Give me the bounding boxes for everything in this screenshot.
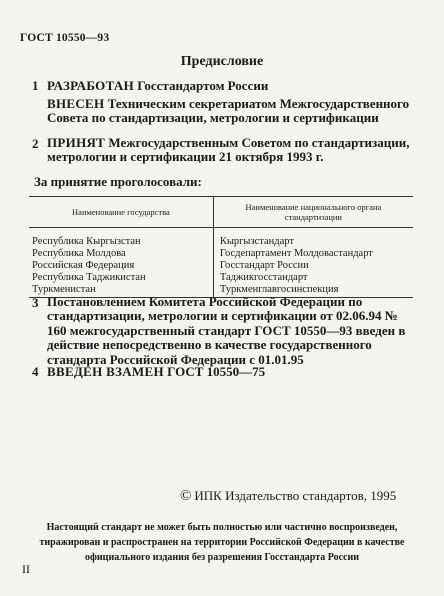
standards-body-cell: Туркменглавгосинспекция	[213, 284, 413, 298]
page-number: II	[22, 562, 30, 576]
vnesen-text: Техническим секретариатом Межгосударственного Совета по стандартизации, метрологии и сертификации	[47, 96, 410, 125]
state-cell: Республика Кыргызстан	[32, 236, 141, 247]
states-table	[29, 196, 413, 298]
section-number: 1	[32, 78, 39, 93]
standards-body-cell: Госдепартамент Молдовастандарт	[213, 248, 413, 260]
table-header-row	[29, 197, 413, 228]
section-keyword: ПРИНЯТ	[47, 135, 106, 150]
section-number: 4	[32, 364, 39, 379]
table-row	[29, 228, 413, 249]
table-row	[29, 260, 413, 272]
copyright-text: ИПК Издательство стандартов, 1995	[194, 488, 397, 503]
table-header-body: Наименование национального органа стандартизации	[213, 197, 413, 228]
section-keyword: РАЗРАБОТАН	[47, 78, 135, 93]
state-cell: Российская Федерация	[32, 260, 135, 271]
voted-title: За принятие проголосовали:	[34, 174, 202, 189]
state-cell: Республика Таджикистан	[32, 272, 146, 283]
vnesen-keyword: ВНЕСЕН	[47, 96, 105, 111]
section-text: Постановлением Комитета Российской Федерации по стандартизации, метрологии и сертификации от 02.06.94 № 160 межгосударственный стандарт ГОСТ 10550—93 введен в действие непосредственно в качестве государственного стандарта Российской Федерации с 01.01.95	[47, 294, 406, 367]
table-header-state: Наименование государства	[29, 197, 213, 228]
section-text: Госстандартом России	[134, 78, 269, 93]
standards-body-cell: Кыргызстандарт	[213, 228, 413, 249]
standards-body-cell: Таджикгосстандарт	[213, 272, 413, 284]
section-text: Межгосударственным Советом по стандартизации, метрологии и сертификации 21 октября 1993 г.	[47, 135, 410, 164]
section-3	[32, 295, 412, 367]
state-cell: Туркменистан	[29, 284, 213, 298]
standards-body-cell: Госстандарт России	[213, 260, 413, 272]
copyright-icon: ©	[180, 488, 192, 504]
preface-title: Предисловие	[180, 54, 264, 69]
state-cell: Республика Молдова	[32, 248, 126, 259]
section-number: 3	[32, 295, 39, 310]
vnesen-paragraph	[47, 97, 417, 125]
standard-code: ГОСТ 10550—93	[20, 32, 110, 44]
section-keyword: ВВЕДЕН ВЗАМЕН	[47, 364, 164, 379]
section-text: ГОСТ 10550—75	[163, 364, 266, 379]
section-4	[32, 364, 412, 380]
table-row	[29, 272, 413, 284]
reproduction-notice: Настоящий стандарт не может быть полностью или частично воспроизведен, тиражирован и распространен на территории Российской Федерации в качестве официального издания без разрешения Госстандарта России	[39, 522, 405, 563]
section-number: 2	[32, 136, 39, 151]
section-2	[32, 136, 412, 164]
table-row	[29, 248, 413, 260]
section-1	[32, 78, 412, 94]
copyright-line	[180, 488, 396, 505]
